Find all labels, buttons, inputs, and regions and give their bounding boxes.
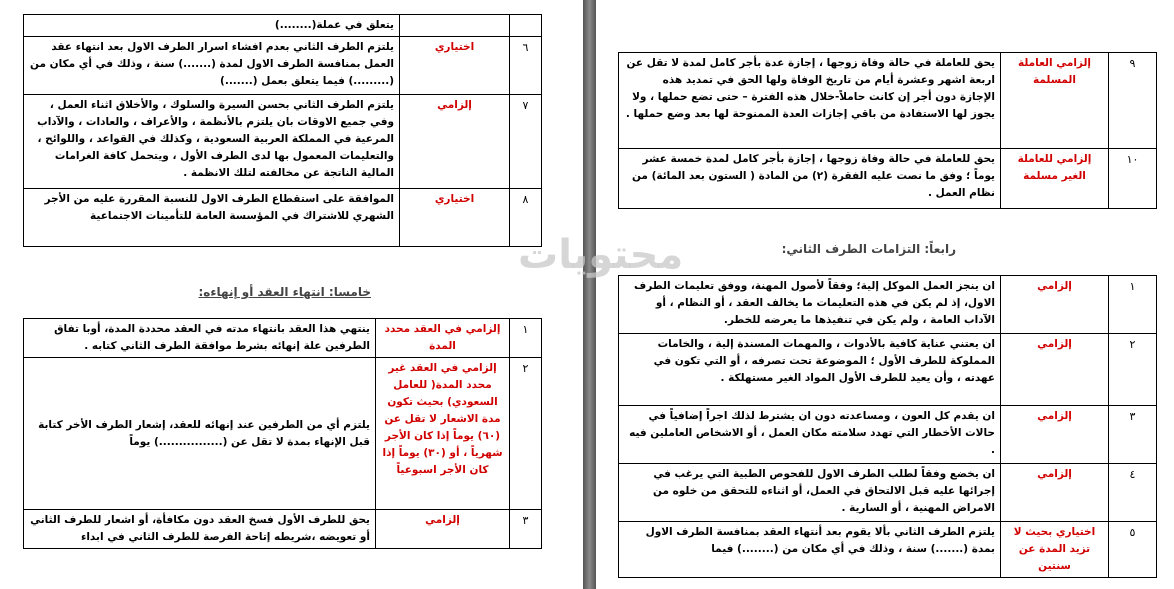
table-row — [619, 334, 1157, 406]
document-page-right — [596, 0, 1174, 589]
row-type: إلزامي — [400, 95, 510, 189]
table-row — [24, 189, 542, 247]
row-number: ٩ — [1109, 53, 1157, 149]
table-row — [24, 37, 542, 95]
table-row — [24, 358, 542, 510]
table-row — [619, 53, 1157, 149]
section-heading-second-party: رابعاً: التزامات الطرف الثاني: — [781, 242, 956, 256]
row-type: اختياري بحيث لا تزيد المدة عن سنتين — [1001, 522, 1109, 578]
row-number: ١ — [510, 319, 542, 358]
row-type: إلزامي في العقد محدد المدة — [376, 319, 510, 358]
row-number: ٤ — [1109, 464, 1157, 522]
table-row — [619, 406, 1157, 464]
table-row — [619, 464, 1157, 522]
row-type — [400, 15, 510, 37]
row-type: إلزامي — [1001, 276, 1109, 334]
row-number: ٣ — [510, 510, 542, 549]
row-number: ٢ — [510, 358, 542, 510]
row-description: يحق للعاملة في حالة وفاة زوجها ، إجازة بأجر كامل لمدة خمسة عشر يوماً ؛ وفق ما نصت عليه الفقرة (٢) من المادة ( الستون بعد المائة) من نظام العمل . — [619, 149, 1001, 209]
page-gutter — [583, 0, 596, 589]
table-row — [24, 510, 542, 549]
row-number: ١ — [1109, 276, 1157, 334]
row-type: إلزامي — [1001, 334, 1109, 406]
row-description: ان يعتني عناية كافية بالأدوات ، والمهمات المسندة إلية ، والخامات المملوكة للطرف الأول ؛ الموضوعة تحت تصرفه ، أو التي تكون في عهدته ، وأن يعيد للطرف الأول المواد الغير مستهلكة . — [619, 334, 1001, 406]
row-description: الموافقة على استقطاع الطرف الاول للنسبة المقررة عليه من الأجر الشهري للاشتراك في المؤسسة العامة للتأمينات الاجتماعية — [24, 189, 400, 247]
row-number: ٨ — [510, 189, 542, 247]
row-type: إلزامي — [1001, 464, 1109, 522]
row-number: ٥ — [1109, 522, 1157, 578]
row-description: يحق للطرف الأول فسخ العقد دون مكافأة، أو اشعار للطرف الثاني أو تعويضه ،شريطه إتاحة الفرصة للطرف الثاني في ابداء — [24, 510, 376, 549]
watermark-logo: محتويات — [518, 232, 684, 278]
contract-end-table — [23, 318, 542, 549]
row-description: يلتزم أي من الطرفين عند إنهائه للعقد، إشعار الطرف الأخر كتابة قبل الإنهاء بمدة لا تقل عن (................) يوماً — [24, 358, 376, 510]
row-type: اختياري — [400, 37, 510, 95]
row-description: ان ينجز العمل الموكل إلية؛ وفقاً لأصول المهنة، ووفق تعليمات الطرف الاول، إذ لم يكن في هذه التعليمات ما يخالف العقد ، أو النظام ، أو الآداب العامة ، ولم يكن في تنفيذها ما يعرضه للخطر. — [619, 276, 1001, 334]
row-number: ٦ — [510, 37, 542, 95]
table-row — [24, 15, 542, 37]
row-type: إلزامي — [1001, 406, 1109, 464]
row-type: اختياري — [400, 189, 510, 247]
row-description: ان يخضع وفقاً لطلب الطرف الاول للفحوص الطبية التي يرغب في إجرائها عليه قبل الالتحاق في العمل، أو اثناءه للتحقق من خلوه من الامراض المهنية ، أو السارية . — [619, 464, 1001, 522]
table-row — [619, 149, 1157, 209]
obligations-table-continued — [23, 14, 542, 247]
row-type: إلزامي — [376, 510, 510, 549]
female-worker-leave-table — [618, 52, 1157, 209]
row-description: يلتزم الطرف الثاني بحسن السيرة والسلوك ، والأخلاق اثناء العمل ، وفي جميع الاوقات بان يلتزم بالأنظمة ، والأعراف ، والعادات ، والآداب المرعية في المملكة العربية السعودية ، وكذلك في القواعد ، واللوائح ، والتعليمات المعمول بها لدى الطرف الأول ، ويتحمل كافة الغرامات المالية الناتجة عن مخالفته لتلك الانظمة . — [24, 95, 400, 189]
document-page-left — [0, 0, 583, 589]
row-number: ٧ — [510, 95, 542, 189]
row-number: ١٠ — [1109, 149, 1157, 209]
row-description: يحق للعاملة في حالة وفاة زوجها ، إجازة عدة بأجر كامل لمدة لا تقل عن اربعة اشهر وعشرة أيام من تاريخ الوفاة ولها الحق في تمديد هذه الإجازة دون أجر إن كانت حاملاً-خلال هذه الفترة – حتى تضع حملها ، ولا يجوز لها الاستفادة من باقي إجازات العدة الممنوحة لها بعد وضع حملها . — [619, 53, 1001, 149]
row-description: ان يقدم كل العون ، ومساعدته دون ان يشترط لذلك اجراً إضافياً في حالات الأخطار التي تهدد سلامته مكان العمل ، أو الاشخاص العاملين فيه . — [619, 406, 1001, 464]
row-type: إلزامي العاملة المسلمة — [1001, 53, 1109, 149]
row-number — [510, 15, 542, 37]
row-number: ٢ — [1109, 334, 1157, 406]
row-description: يلتزم الطرف الثاني بألا يقوم بعد أنتهاء العقد بمنافسة الطرف الاول بمدة (.......) سنة ، وذلك في أي مكان من (........) فيما — [619, 522, 1001, 578]
row-number: ٣ — [1109, 406, 1157, 464]
row-type: إلزامي في العقد غير محدد المدة( للعامل السعودي) بحيث تكون مدة الاشعار لا تقل عن (٦٠) يوماً إذا كان الأجر شهرياً ، أو (٣٠) يوماً إذا كان الأجر اسبوعياً — [376, 358, 510, 510]
row-type: إلزامي للعاملة الغير مسلمة — [1001, 149, 1109, 209]
row-description: يلتزم الطرف الثاني بعدم افشاء اسرار الطرف الاول بعد انتهاء عقد العمل بمنافسة الطرف الاول لمدة (.......) سنة ، وذلك في أي مكان من (.........) فيما يتعلق بعمل (.......) — [24, 37, 400, 95]
table-row — [619, 522, 1157, 578]
section-heading-contract-end: خامسا: انتهاء العقد أو إنهاءه: — [198, 285, 371, 299]
table-row — [619, 276, 1157, 334]
second-party-obligations-table — [618, 275, 1157, 578]
table-row — [24, 319, 542, 358]
row-description: ينتهي هذا العقد بانتهاء مدته في العقد محددة المدة، أوبا تفاق الطرفين علة إنهائه بشرط موافقة الطرف الثاني كتابه . — [24, 319, 376, 358]
table-row — [24, 95, 542, 189]
row-description: يتعلق في عملة(........) — [24, 15, 400, 37]
